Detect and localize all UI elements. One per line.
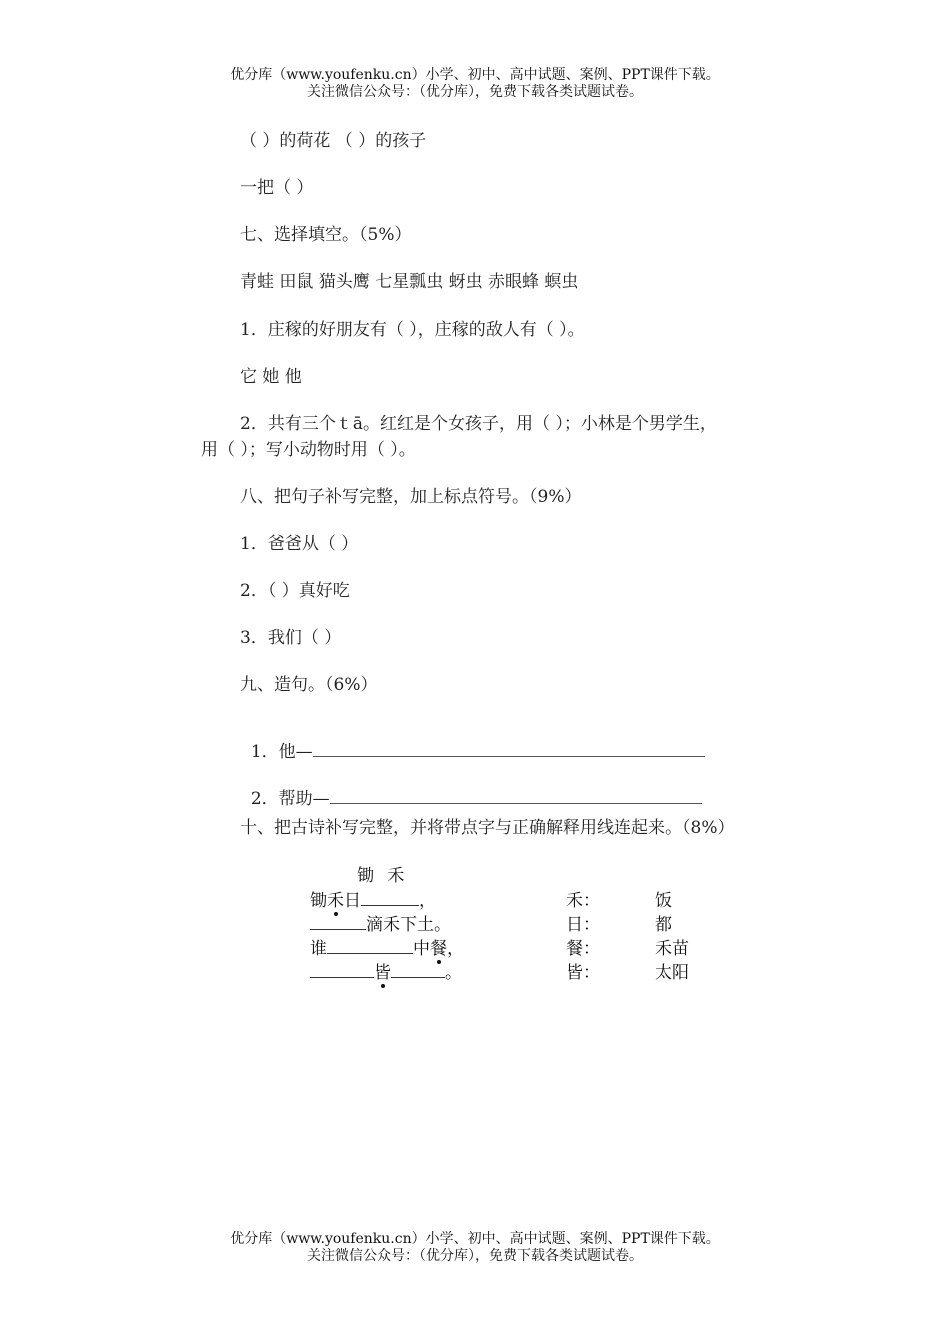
poem-l3-start: 谁 xyxy=(310,939,327,959)
q8-title: 八、把句子补写完整，加上标点符号。（9%） xyxy=(240,487,582,507)
one-ba-blank: 一把（ ） xyxy=(240,178,314,198)
poem-l1-mid: 日 xyxy=(344,891,361,911)
poem-l3-dotted-char: 餐 xyxy=(430,939,447,959)
q8-item-1: 1．爸爸从（ ） xyxy=(240,534,359,554)
poem-l4-blank-1[interactable] xyxy=(310,962,374,978)
poem-l3-end: ， xyxy=(447,939,464,959)
q7-item-1: 1．庄稼的好朋友有（ ），庄稼的敌人有（ ）。 xyxy=(240,320,585,340)
poem-line-3 xyxy=(310,934,464,959)
header-line-1: 优分库（www.youfenku.cn）小学、初中、高中试题、案例、PPT课件下载。 xyxy=(230,67,720,83)
match-right-2[interactable]: 都 xyxy=(655,915,672,935)
match-left-3[interactable]: 餐： xyxy=(566,939,600,959)
q9-item-2-answer-line[interactable] xyxy=(330,789,702,804)
q7-item-2-line-1: 2．共有三个ｔā。红红是个女孩子，用（ ）；小林是个男学生， xyxy=(240,414,717,434)
poem-line-2 xyxy=(310,910,451,935)
poem-l1-start: 锄 xyxy=(310,891,327,911)
footer-line-2: 关注微信公众号：（优分库），免费下载各类试题试卷。 xyxy=(307,1248,643,1264)
q9-item-1 xyxy=(240,717,705,762)
poem-l4-dotted-char: 皆 xyxy=(374,963,391,983)
poem-l4-blank-2[interactable] xyxy=(391,962,445,978)
q9-item-2-label: 2．帮助— xyxy=(250,789,330,809)
q8-item-2: 2．（ ）真好吃 xyxy=(240,581,350,601)
match-right-1[interactable]: 饭 xyxy=(655,891,672,911)
footer-line-1: 优分库（www.youfenku.cn）小学、初中、高中试题、案例、PPT课件下载。 xyxy=(230,1231,720,1247)
poem-l1-blank[interactable] xyxy=(361,890,419,906)
poem-l4-end: 。 xyxy=(445,963,462,983)
poem-line-1 xyxy=(310,886,436,911)
match-right-4[interactable]: 太阳 xyxy=(655,963,689,983)
poem-l3-blank[interactable] xyxy=(327,938,413,954)
match-left-2[interactable]: 日： xyxy=(566,915,600,935)
q7-pronouns: 它 她 他 xyxy=(240,367,302,387)
q8-item-3: 3．我们（ ） xyxy=(240,628,342,648)
q9-item-1-label: 1．他— xyxy=(250,742,313,762)
q9-item-2 xyxy=(240,764,702,809)
match-left-4[interactable]: 皆： xyxy=(566,963,600,983)
match-left-1[interactable]: 禾： xyxy=(566,891,600,911)
poem-l1-end: ， xyxy=(419,891,436,911)
header-line-2: 关注微信公众号：（优分库），免费下载各类试题试卷。 xyxy=(307,84,643,100)
q7-title: 七、选择填空。（5%） xyxy=(240,225,412,245)
poem-l3-mid: 中 xyxy=(413,939,430,959)
q7-item-2-line-2: 用（ ）；写小动物时用（ ）。 xyxy=(201,440,416,460)
poem-line-4 xyxy=(310,958,462,983)
poem-l2-blank[interactable] xyxy=(310,914,366,930)
q9-title: 九、造句。（6%） xyxy=(240,675,378,695)
q10-title: 十、把古诗补写完整，并将带点字与正确解释用线连起来。（8%） xyxy=(240,818,735,838)
match-right-3[interactable]: 禾苗 xyxy=(655,939,689,959)
lotus-child-blanks: （ ）的荷花 （ ）的孩子 xyxy=(240,131,427,151)
poem-title: 锄 禾 xyxy=(357,866,409,886)
page-header xyxy=(0,67,950,101)
q7-options: 青蛙 田鼠 猫头鹰 七星瓢虫 蚜虫 赤眼蜂 螟虫 xyxy=(240,272,579,292)
page-footer xyxy=(0,1231,950,1265)
poem-l2-end: 滴禾下土。 xyxy=(366,915,451,935)
poem-l1-dotted-char: 禾 xyxy=(327,891,344,911)
q9-item-1-answer-line[interactable] xyxy=(313,742,705,757)
